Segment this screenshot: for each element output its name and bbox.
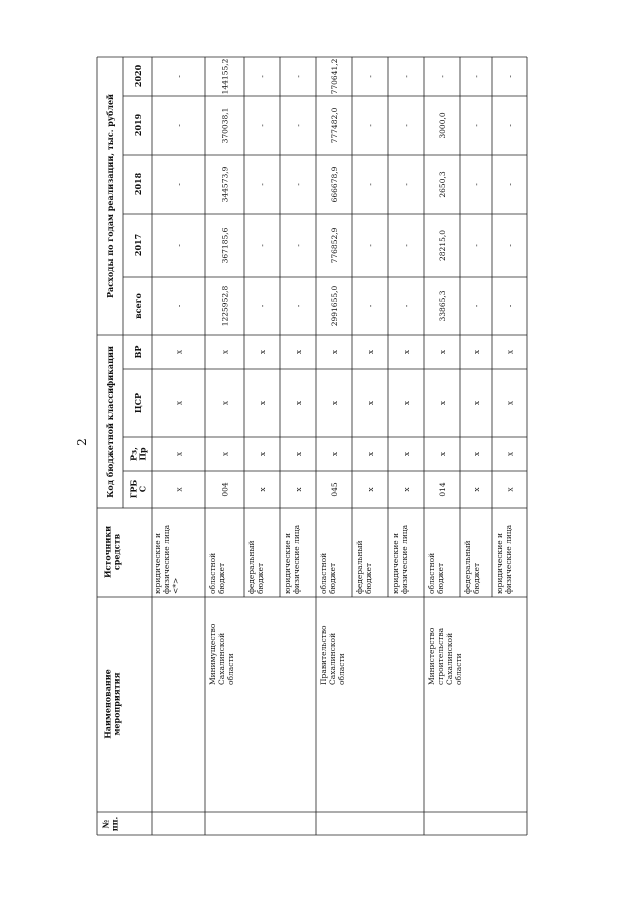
header-2020: 2020 xyxy=(133,64,143,88)
header-sources: Источникисредств xyxy=(102,525,122,579)
row-vr: х xyxy=(330,349,339,355)
row-vr: х xyxy=(505,349,515,355)
header-code-group: Код бюджетной классификации xyxy=(105,346,115,498)
row-rzpr: х xyxy=(174,451,184,457)
row-csr: х xyxy=(505,400,515,406)
row-2018: - xyxy=(402,183,411,186)
row-2018: - xyxy=(294,183,303,186)
row-grbs: х xyxy=(472,487,481,492)
row-2020: - xyxy=(366,75,375,78)
row-2018: - xyxy=(505,183,515,186)
row-total: - xyxy=(258,304,267,308)
row-2018: - xyxy=(174,183,184,186)
row-total: 33865,3 xyxy=(438,290,447,322)
row-total: - xyxy=(294,304,303,308)
row-source: федеральныйбюджет xyxy=(463,540,481,594)
row-grbs: х xyxy=(294,487,303,492)
row-2018: - xyxy=(366,183,375,186)
row-2017: - xyxy=(472,244,481,247)
row-source: областнойбюджет xyxy=(319,552,337,594)
row-grbs: х xyxy=(402,487,411,492)
row-organization: МинистерствостроительстваСахалинскойобласти xyxy=(427,627,463,685)
header-rzpr: Рз,Пр xyxy=(128,447,148,461)
row-2019: 777482,0 xyxy=(330,107,339,144)
row-organization: ПравительствоСахалинскойобласти xyxy=(319,625,346,685)
row-total: - xyxy=(402,304,411,308)
row-rzpr: х xyxy=(294,451,303,457)
row-csr: х xyxy=(472,400,481,406)
row-vr: х xyxy=(174,349,184,355)
row-vr: х xyxy=(472,349,481,355)
row-rzpr: х xyxy=(220,451,230,457)
header-2019: 2019 xyxy=(133,113,143,137)
row-source: юридические ифизические лица<*> xyxy=(153,524,180,594)
row-2020: 144155,2 xyxy=(220,58,230,95)
row-csr: х xyxy=(258,400,267,406)
row-total: - xyxy=(366,304,375,308)
row-source: федеральныйбюджет xyxy=(355,540,373,594)
row-grbs: 004 xyxy=(220,482,230,497)
row-2017: - xyxy=(174,244,184,247)
row-source: областнойбюджет xyxy=(427,552,445,594)
row-total: 1225952,8 xyxy=(220,285,230,327)
row-vr: х xyxy=(366,349,375,355)
header-total: всего xyxy=(133,293,143,319)
header-csr: ЦСР xyxy=(133,392,143,414)
row-2019: 370038,1 xyxy=(220,107,230,144)
page-number: 2 xyxy=(75,438,89,446)
row-2020: - xyxy=(258,75,267,78)
row-2020: - xyxy=(402,75,411,78)
row-2017: - xyxy=(258,244,267,247)
row-2018: - xyxy=(472,183,481,186)
row-csr: х xyxy=(330,400,339,406)
row-grbs: х xyxy=(174,487,184,492)
row-vr: х xyxy=(402,349,411,355)
header-expenses-group: Расходы по годам реализации, тыс. рублей xyxy=(105,94,115,298)
row-csr: х xyxy=(402,400,411,406)
row-source: юридические ифизические лица xyxy=(495,524,513,594)
row-2020: - xyxy=(174,75,184,78)
row-2020: - xyxy=(505,75,515,78)
row-source: федеральныйбюджет xyxy=(247,540,265,594)
row-rzpr: х xyxy=(438,451,447,457)
row-2017: 28215,0 xyxy=(438,229,447,262)
row-2019: 3000,0 xyxy=(438,112,447,139)
row-vr: х xyxy=(258,349,267,355)
row-2017: 776852,9 xyxy=(330,227,339,264)
row-2018: 2650,3 xyxy=(438,171,447,198)
row-2017: - xyxy=(294,244,303,247)
header-grbs: ГРБС xyxy=(128,479,148,499)
row-total: - xyxy=(505,304,515,308)
row-vr: х xyxy=(294,349,303,355)
row-2019: - xyxy=(366,124,375,127)
row-csr: х xyxy=(366,400,375,406)
row-source: областнойбюджет xyxy=(208,552,226,594)
row-grbs: 045 xyxy=(330,482,339,497)
row-source: юридические ифизические лица xyxy=(391,524,409,594)
row-2019: - xyxy=(472,124,481,127)
row-grbs: х xyxy=(366,487,375,492)
row-2017: - xyxy=(366,244,375,247)
row-vr: х xyxy=(220,349,230,355)
row-csr: х xyxy=(438,400,447,406)
row-2018: - xyxy=(258,183,267,186)
row-total: - xyxy=(174,304,184,308)
header-num: №пп. xyxy=(100,816,120,832)
row-2018: 344573,9 xyxy=(220,166,230,203)
row-csr: х xyxy=(174,400,184,406)
row-grbs: 014 xyxy=(438,482,447,497)
header-name: Наименованиемероприятия xyxy=(102,669,122,739)
header-vr: ВР xyxy=(133,345,143,359)
row-grbs: х xyxy=(505,487,515,492)
row-2020: - xyxy=(294,75,303,78)
row-2019: - xyxy=(258,124,267,127)
row-2019: - xyxy=(174,124,184,127)
row-csr: х xyxy=(294,400,303,406)
row-grbs: х xyxy=(258,487,267,492)
row-2019: - xyxy=(505,124,515,127)
row-2020: - xyxy=(438,75,447,78)
row-rzpr: х xyxy=(258,451,267,457)
row-rzpr: х xyxy=(330,451,339,457)
row-2017: 367185,6 xyxy=(220,227,230,264)
row-csr: х xyxy=(220,400,230,406)
header-2017: 2017 xyxy=(133,233,143,257)
row-rzpr: х xyxy=(366,451,375,457)
row-2020: - xyxy=(472,75,481,78)
row-rzpr: х xyxy=(402,451,411,457)
row-total: - xyxy=(472,304,481,308)
header-2018: 2018 xyxy=(133,172,143,196)
row-2019: - xyxy=(294,124,303,127)
row-2019: - xyxy=(402,124,411,127)
row-2018: 666678,9 xyxy=(330,166,339,203)
row-2020: 770641,2 xyxy=(330,58,339,95)
row-source: юридические ифизические лица xyxy=(283,524,301,594)
row-rzpr: х xyxy=(505,451,515,457)
row-2017: - xyxy=(505,244,515,247)
row-organization: МинимуществоСахалинскойобласти xyxy=(208,623,235,685)
row-vr: х xyxy=(438,349,447,355)
row-rzpr: х xyxy=(472,451,481,457)
row-total: 2991655,0 xyxy=(330,285,339,327)
row-2017: - xyxy=(402,244,411,247)
